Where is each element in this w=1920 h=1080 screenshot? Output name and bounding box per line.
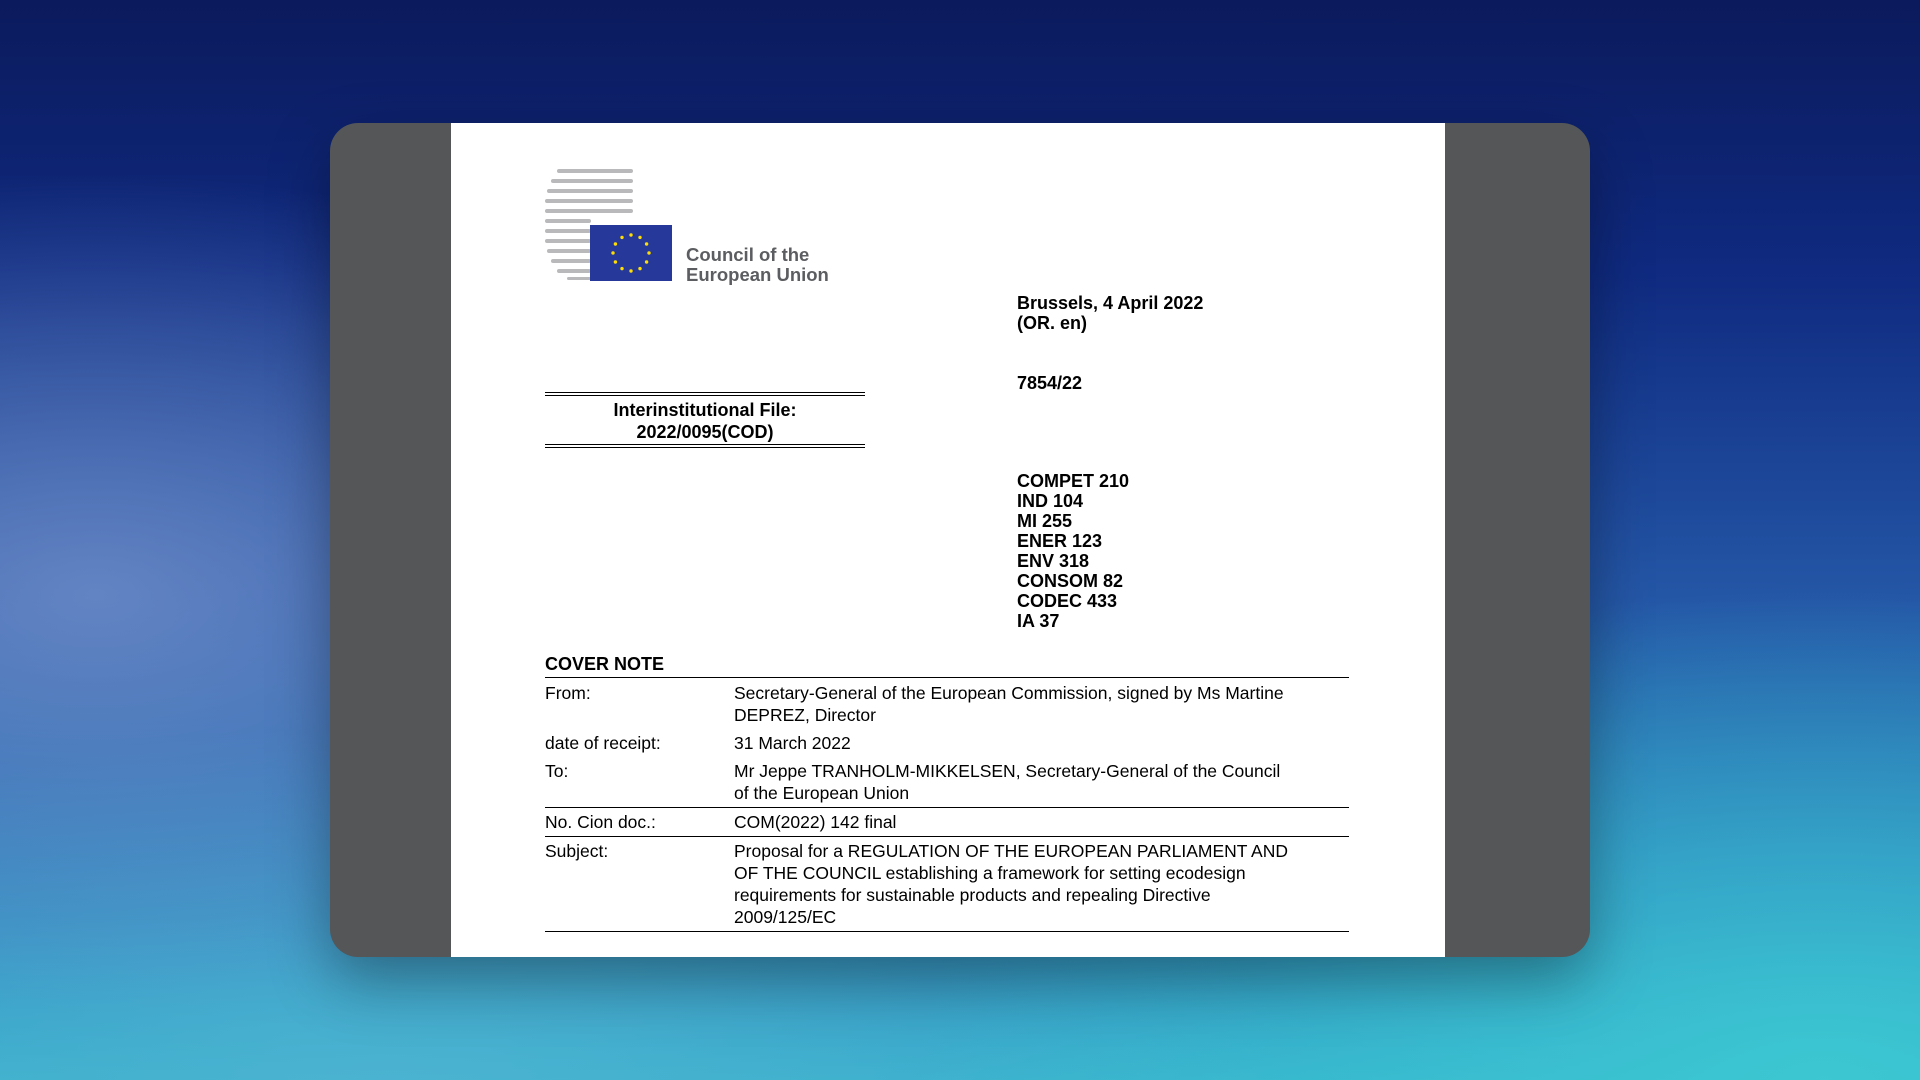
cover-row-subject bbox=[545, 837, 1349, 932]
value-line: requirements for sustainable products and repealing Directive bbox=[734, 885, 1211, 905]
code-item: IA 37 bbox=[1017, 611, 1060, 631]
eu-star-icon bbox=[620, 236, 623, 239]
eu-star-icon bbox=[645, 242, 648, 245]
code-item: MI 255 bbox=[1017, 511, 1073, 531]
row-label: To: bbox=[545, 761, 569, 781]
value-line: Mr Jeppe TRANHOLM-MIKKELSEN, Secretary-General of the Council bbox=[734, 761, 1281, 781]
code-item: IND 104 bbox=[1017, 491, 1084, 511]
eu-star-icon bbox=[620, 267, 623, 270]
document-number: 7854/22 bbox=[1017, 373, 1083, 393]
place-date: Brussels, 4 April 2022 bbox=[1017, 293, 1204, 313]
logo-text bbox=[686, 245, 829, 285]
row-value bbox=[734, 840, 1349, 928]
row-value bbox=[734, 732, 1349, 754]
code-item: ENV 318 bbox=[1017, 551, 1090, 571]
classification-codes bbox=[1017, 471, 1129, 631]
logo-text-line1: Council of the bbox=[686, 244, 810, 265]
code-item: CONSOM 82 bbox=[1017, 571, 1124, 591]
value-line: 2009/125/EC bbox=[734, 907, 837, 927]
cover-note-title: COVER NOTE bbox=[545, 653, 1349, 678]
cover-row-cion-doc bbox=[545, 808, 1349, 837]
row-value bbox=[734, 760, 1349, 804]
code-item: ENER 123 bbox=[1017, 531, 1103, 551]
cover-row-to bbox=[545, 757, 1349, 808]
interinstitutional-file-box bbox=[545, 392, 865, 448]
value-line: OF THE COUNCIL establishing a framework for setting ecodesign bbox=[734, 863, 1246, 883]
eu-star-icon bbox=[614, 260, 617, 263]
row-label: No. Cion doc.: bbox=[545, 812, 656, 832]
row-value bbox=[734, 811, 1349, 833]
row-label: From: bbox=[545, 683, 591, 703]
interinstitutional-file-label: Interinstitutional File: bbox=[613, 400, 797, 420]
eu-star-icon bbox=[611, 251, 614, 254]
value-line: Secretary-General of the European Commission, signed by Ms Martine bbox=[734, 683, 1284, 703]
value-line: COM(2022) 142 final bbox=[734, 812, 897, 832]
cover-row-from bbox=[545, 679, 1349, 729]
interinstitutional-file-number: 2022/0095(COD) bbox=[636, 422, 774, 442]
eu-star-icon bbox=[614, 242, 617, 245]
logo-text-line2: European Union bbox=[686, 264, 829, 285]
date-block bbox=[1017, 293, 1203, 333]
eu-star-icon bbox=[638, 236, 641, 239]
row-value bbox=[734, 682, 1349, 726]
cover-note-table bbox=[545, 679, 1349, 932]
document-page bbox=[451, 123, 1445, 957]
code-item: CODEC 433 bbox=[1017, 591, 1118, 611]
eu-star-icon bbox=[629, 233, 632, 236]
eu-star-icon bbox=[629, 269, 632, 272]
value-line: of the European Union bbox=[734, 783, 910, 803]
eu-star-icon bbox=[645, 260, 648, 263]
council-logo bbox=[545, 169, 845, 289]
cover-row-date-of-receipt bbox=[545, 729, 1349, 757]
eu-flag-icon bbox=[590, 225, 672, 281]
value-line: 31 March 2022 bbox=[734, 733, 851, 753]
value-line: Proposal for a REGULATION OF THE EUROPEAN PARLIAMENT AND bbox=[734, 841, 1288, 861]
eu-star-icon bbox=[647, 251, 650, 254]
row-label: date of receipt: bbox=[545, 733, 661, 753]
row-label: Subject: bbox=[545, 841, 609, 861]
code-item: COMPET 210 bbox=[1017, 471, 1130, 491]
document-viewer-frame bbox=[330, 123, 1590, 957]
value-line: DEPREZ, Director bbox=[734, 705, 876, 725]
eu-star-icon bbox=[638, 267, 641, 270]
original-language: (OR. en) bbox=[1017, 313, 1087, 333]
